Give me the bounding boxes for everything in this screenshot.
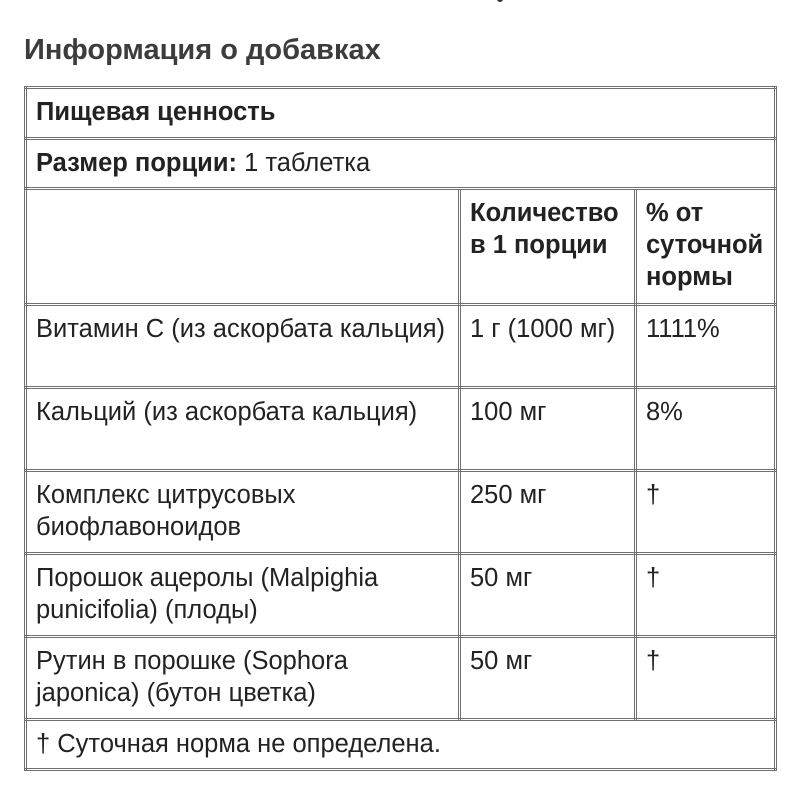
nutrient-name: Рутин в порошке (Sophora japonica) (бутон цветка)	[26, 637, 460, 720]
nutrient-name: Порошок ацеролы (Malpighia punicifolia) (плоды)	[26, 554, 460, 637]
supplement-facts-table	[24, 86, 777, 771]
nutrient-dv: 8%	[636, 388, 776, 471]
table-caption-row	[26, 88, 776, 139]
serving-row	[26, 139, 776, 189]
nutrient-name: Витамин С (из аскорбата кальция)	[26, 305, 460, 388]
serving-value: 1 таблетка	[237, 149, 371, 177]
serving-cell	[26, 139, 776, 189]
table-row	[26, 471, 776, 554]
nutrient-dv: †	[636, 637, 776, 720]
footnote: † Суточная норма не определена.	[26, 720, 776, 770]
serving-label: Размер порции:	[36, 149, 237, 177]
header-row	[26, 189, 776, 305]
table-row	[26, 637, 776, 720]
header-dv: % от суточной нормы	[636, 189, 776, 305]
nutrient-name: Комплекс цитрусовых биофлавоноидов	[26, 471, 460, 554]
footnote-row	[26, 720, 776, 770]
nutrient-dv: †	[636, 471, 776, 554]
table-row	[26, 554, 776, 637]
header-amount: Количество в 1 порции	[460, 189, 636, 305]
header-empty-cell	[26, 189, 460, 305]
scroll-fragment	[497, 0, 503, 2]
nutrient-amount: 100 мг	[460, 388, 636, 471]
nutrient-amount: 50 мг	[460, 554, 636, 637]
nutrient-dv: 1111%	[636, 305, 776, 388]
nutrient-amount: 250 мг	[460, 471, 636, 554]
table-row	[26, 388, 776, 471]
section-title: Информация о добавках	[24, 34, 381, 66]
nutrient-amount: 1 г (1000 мг)	[460, 305, 636, 388]
table-row	[26, 305, 776, 388]
nutrient-name: Кальций (из аскорбата кальция)	[26, 388, 460, 471]
table-caption: Пищевая ценность	[26, 88, 776, 139]
nutrient-amount: 50 мг	[460, 637, 636, 720]
nutrient-dv: †	[636, 554, 776, 637]
